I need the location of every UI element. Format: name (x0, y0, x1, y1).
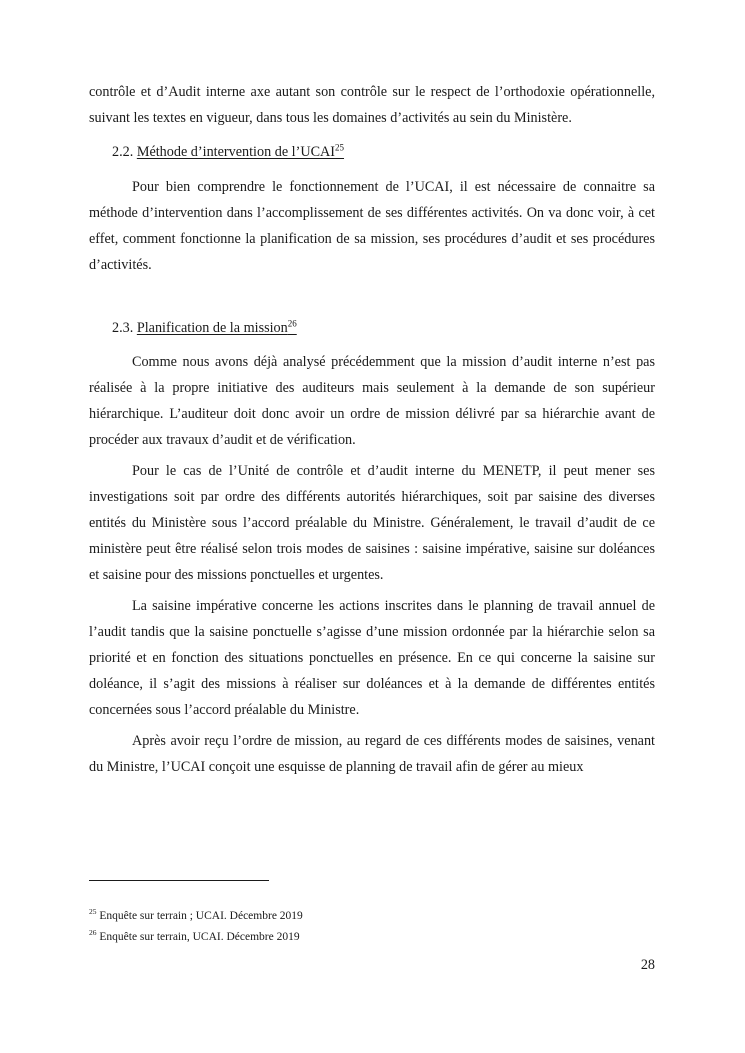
section-heading-2-3 (89, 315, 655, 341)
footnote-ref-25: 25 (335, 142, 345, 153)
section-2-3-paragraph: Comme nous avons déjà analysé précédemment que la mission d’audit interne n’est pas réalisée à la propre initiative des auditeurs mais seulement à la demande de son supérieur hiérarchique. L’auditeur doit donc avoir un ordre de mission délivré par sa hiérarchie avant de procéder aux travaux d’audit et de vérification. (89, 354, 655, 448)
document-body (89, 79, 655, 785)
page-number: 28 (640, 957, 655, 973)
footnotes (89, 880, 655, 948)
section-2-3-paragraph: Après avoir reçu l’ordre de mission, au regard de ces différents modes de saisines, venant du Ministre, l’UCAI conçoit une esquisse de planning de travail afin de gérer au mieux (89, 733, 655, 775)
footnote-ref-26: 26 (287, 318, 297, 329)
section-2-2-paragraph: Pour bien comprendre le fonctionnement de l’UCAI, il est nécessaire de connaitre sa méthode d’intervention dans l’accomplissement de ses différentes activités. On va donc voir, à cet effet, comment fonctionne la planification de sa mission, ses procédures d’audit et ses procédures d’activités. (89, 179, 655, 273)
section-number: 2.2. (112, 144, 134, 160)
section-2-3-paragraph: Pour le cas de l’Unité de contrôle et d’audit interne du MENETP, il peut mener ses investigations soit par ordre des différents autorités hiérarchiques, soit par saisine des diverses entités du Ministère sous l’accord préalable du Ministre. Généralement, le travail d’audit de ce ministère peut être réalisé selon trois modes de saisines : saisine impérative, saisine sur doléances et saisine pour des missions ponctuelles et urgentes. (89, 463, 655, 583)
intro-paragraph: contrôle et d’Audit interne axe autant son contrôle sur le respect de l’orthodoxie opérationnelle, suivant les textes en vigueur, dans tous les domaines d’activités au sein du Ministère. (89, 84, 655, 126)
section-number: 2.3. (112, 320, 134, 336)
footnote-divider (89, 880, 269, 881)
section-heading-2-2 (89, 139, 655, 165)
section-title: Planification de la mission$^{26}$ (136, 318, 297, 336)
section-title: Méthode d’intervention de l’UCAI$^{25}$ (136, 142, 345, 160)
section-2-3-paragraph: La saisine impérative concerne les actions inscrites dans le planning de travail annuel de l’audit tandis que la saisine ponctuelle s’agisse d’une mission ordonnée par la hiérarchie selon sa priorité et en fonction des situations ponctuelles en présence. En ce qui concerne la saisine sur doléance, il s’agit des missions à réaliser sur doléances et à la demande de différentes entités concernées sous l’accord préalable du Ministre. (89, 598, 655, 718)
footnote-26: $^{26}$ Enquête sur terrain, UCAI. Décembre 2019 (89, 928, 300, 943)
footnote-25: $^{25}$ Enquête sur terrain ; UCAI. Décembre 2019 (89, 907, 303, 922)
